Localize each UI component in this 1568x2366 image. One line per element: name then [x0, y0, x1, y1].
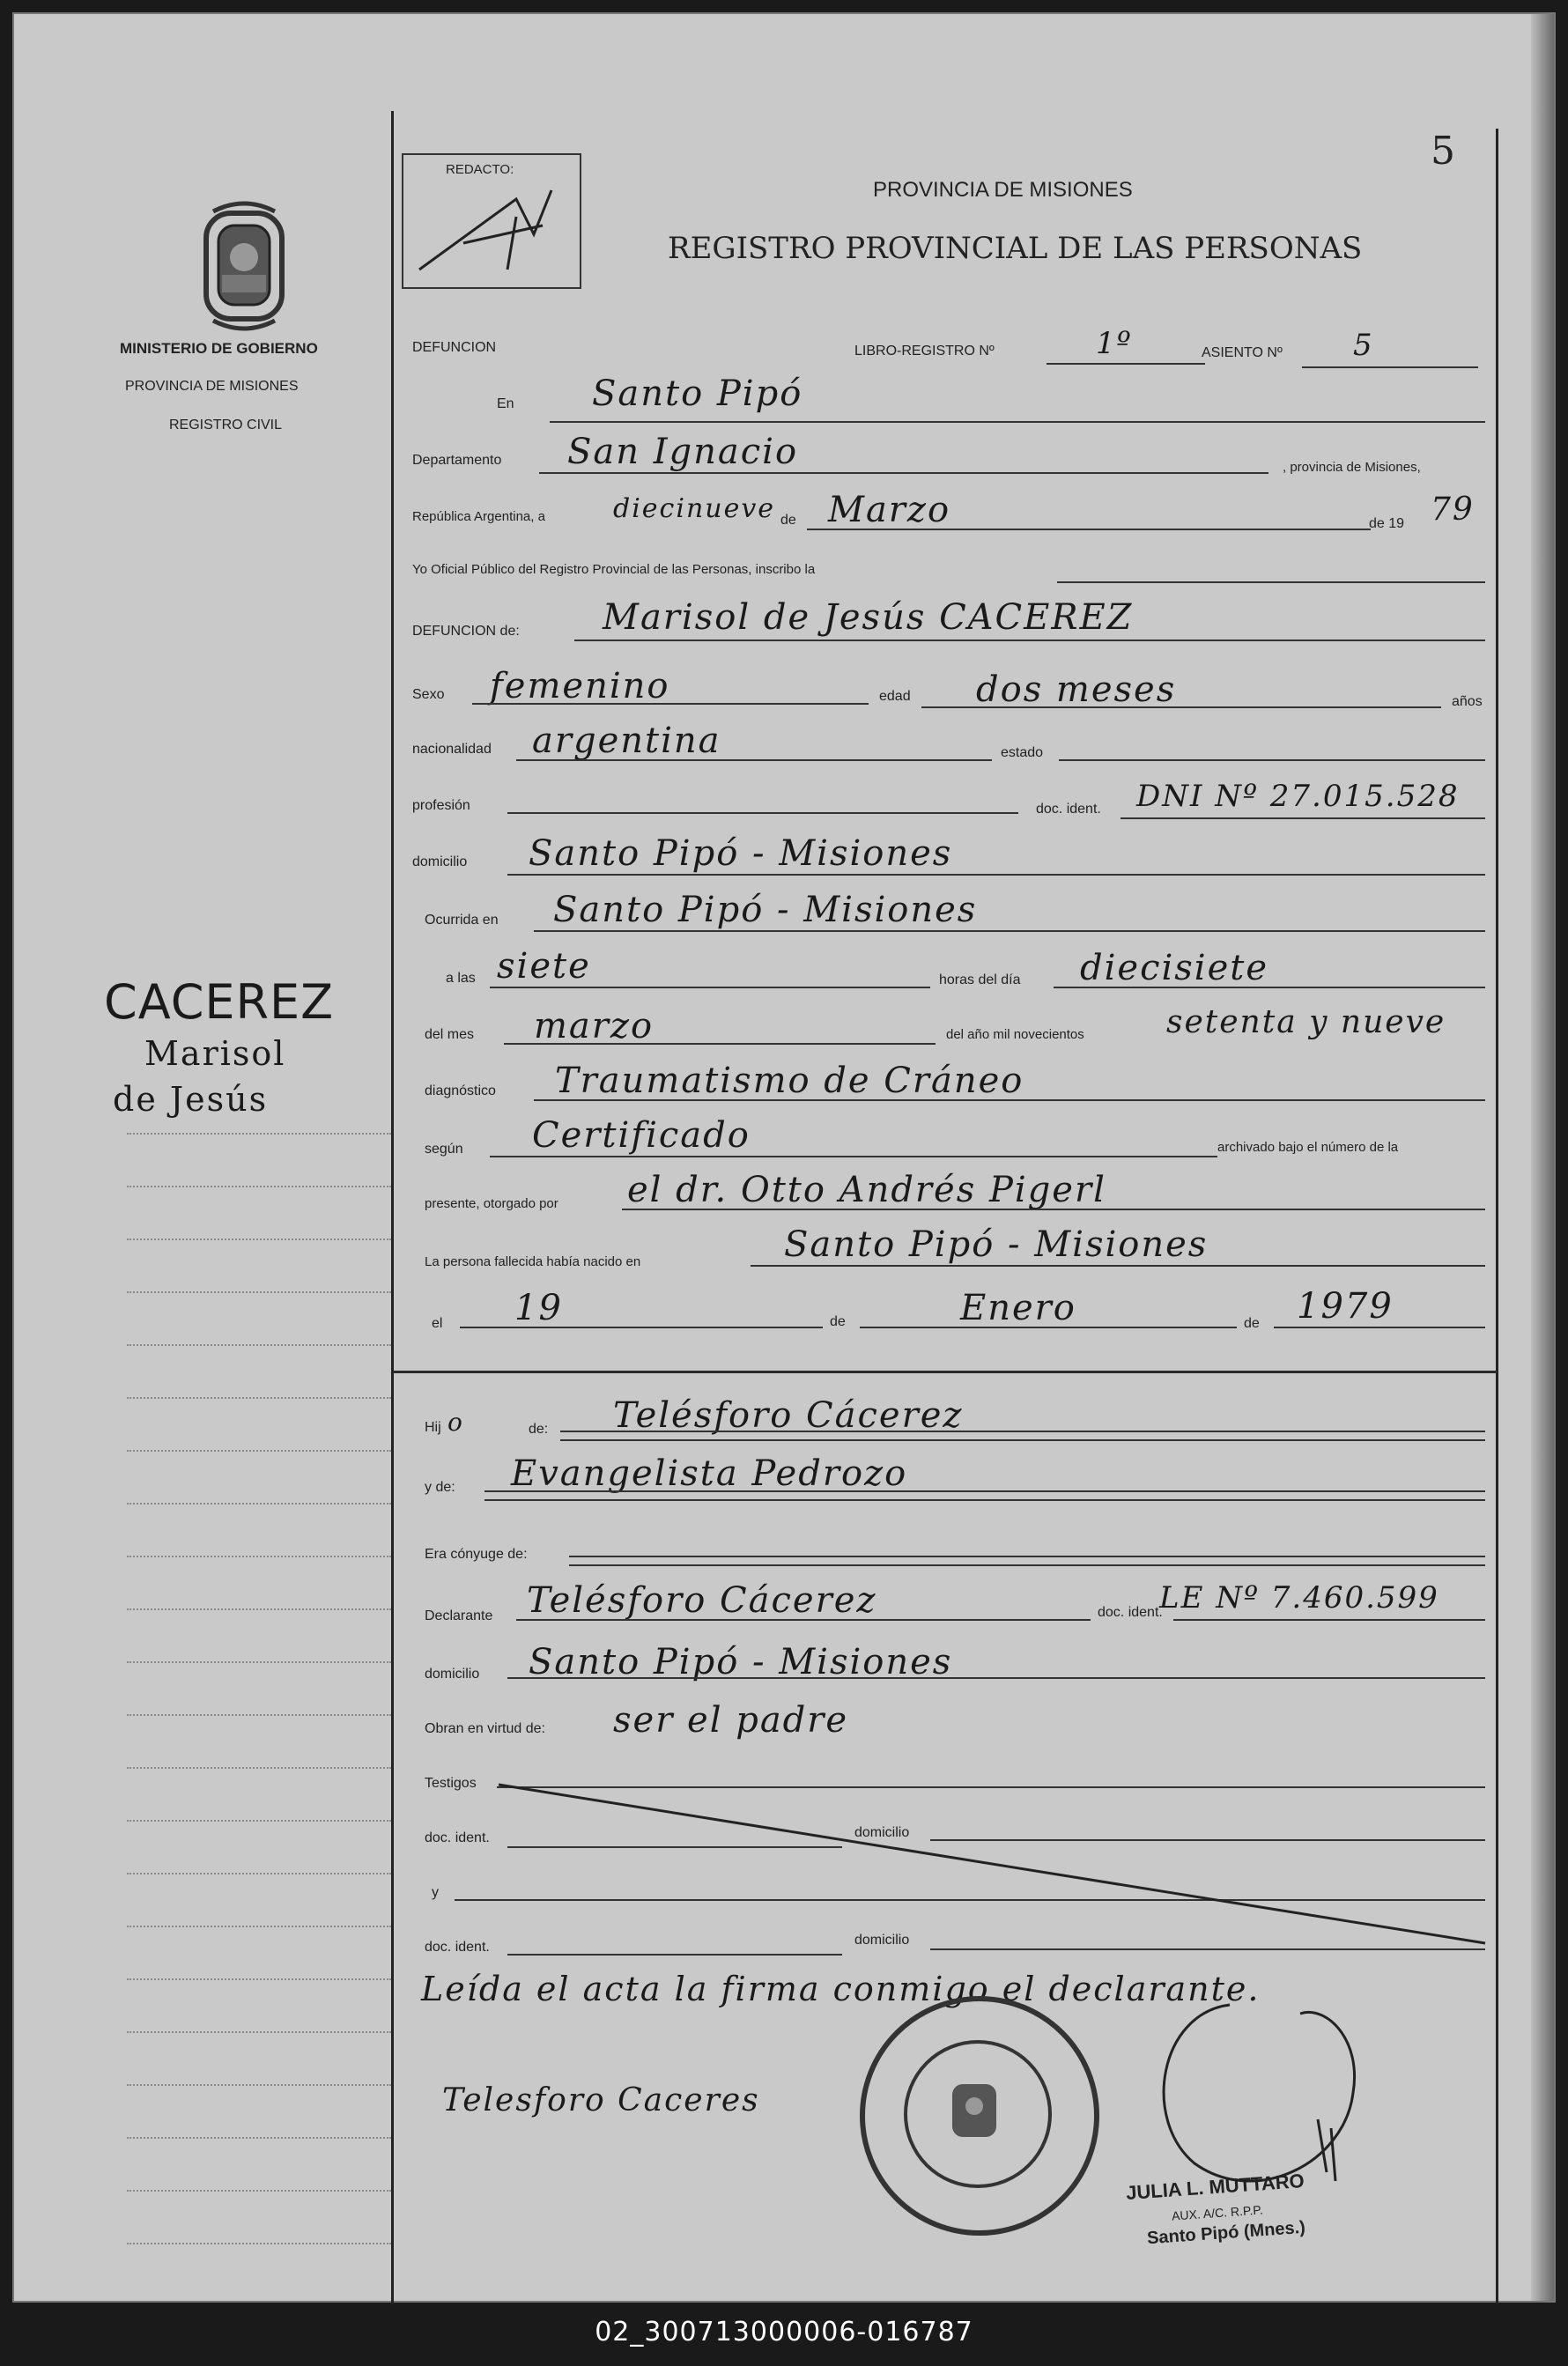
hora-value: siete [497, 946, 591, 987]
stamp-name: JULIA L. MUTTARO [1125, 2169, 1305, 2205]
anio-value: 79 [1431, 492, 1475, 528]
el-label: el [432, 1316, 443, 1331]
asiento-value: 5 [1353, 328, 1374, 363]
nac-anio: 1979 [1297, 1286, 1394, 1327]
defuncion-label: DEFUNCION [412, 340, 497, 355]
margin-surname: CACEREZ [104, 974, 335, 1030]
libro-label: LIBRO-REGISTRO Nº [854, 344, 995, 359]
hijo-suffix: o [447, 1408, 464, 1437]
delanio-value: setenta y nueve [1166, 1004, 1446, 1040]
ocurrida-value: Santo Pipó - Misiones [553, 890, 978, 930]
stamp-line2: AUX. A/C. R.P.P. [1171, 2202, 1264, 2223]
depto-value: San Ignacio [567, 432, 799, 472]
ministry-civil: REGISTRO CIVIL [169, 418, 283, 433]
segun-value: Certificado [532, 1115, 751, 1156]
delmes-label: del mes [425, 1027, 475, 1042]
archivado-label: archivado bajo el número de la [1217, 1140, 1399, 1155]
estado-label: estado [1001, 745, 1044, 760]
declarante-value: Telésforo Cácerez [527, 1580, 877, 1621]
domicilio-value: Santo Pipó - Misiones [529, 833, 953, 874]
t2-dom-label: domicilio [854, 1933, 910, 1948]
margin-name2: de Jesús [113, 1080, 269, 1119]
coat-of-arms-icon [187, 196, 301, 336]
profesion-label: profesión [412, 798, 470, 813]
form-left-border [391, 111, 394, 2304]
conyuge-label: Era cónyuge de: [425, 1547, 528, 1562]
header-title: REGISTRO PROVINCIAL DE LAS PERSONAS [668, 231, 1363, 266]
nacionalidad-value: argentina [532, 721, 721, 761]
stamp-place: Santo Pipó (Mnes.) [1146, 2217, 1306, 2249]
de19-label: de 19 [1369, 516, 1405, 531]
yde-label: y de: [425, 1480, 455, 1495]
republica-label: República Argentina, a [412, 509, 545, 524]
decl-doc-label: doc. ident. [1098, 1605, 1163, 1620]
mes-value: Marzo [828, 490, 951, 530]
section-divider [393, 1371, 1498, 1373]
edad-label: edad [879, 689, 911, 704]
nac-de1: de [830, 1314, 846, 1329]
margin-name1: Marisol [144, 1034, 286, 1073]
diagnostico-label: diagnóstico [425, 1083, 496, 1098]
docident-value: DNI Nº 27.015.528 [1136, 779, 1460, 814]
dia-muerte-value: diecisiete [1080, 948, 1269, 988]
domicilio-label: domicilio [412, 854, 468, 869]
defuncion-de-label: DEFUNCION de: [412, 624, 520, 639]
libro-value: 1º [1096, 326, 1133, 361]
hijo-de-label: de: [529, 1422, 549, 1437]
yo-oficial-text: Yo Oficial Público del Registro Provincial de las Personas, inscribo la [412, 562, 816, 577]
decl-doc-value: LE Nº 7.460.599 [1159, 1580, 1439, 1616]
nacionalidad-label: nacionalidad [412, 742, 492, 757]
declarante-label: Declarante [425, 1608, 493, 1623]
nac-dia: 19 [514, 1288, 563, 1328]
nacido-label: La persona fallecida había nacido en [425, 1254, 641, 1269]
docident-label: doc. ident. [1036, 802, 1101, 817]
presente-label: presente, otorgado por [425, 1196, 558, 1211]
header-province: PROVINCIA DE MISIONES [873, 178, 1133, 202]
t1-doc-label: doc. ident. [425, 1830, 490, 1845]
alas-label: a las [446, 971, 476, 986]
y-label: y [432, 1885, 439, 1900]
page-edge-shadow [1531, 14, 1554, 2301]
redacto-label: REDACTO: [446, 162, 514, 177]
testigos-label: Testigos [425, 1776, 477, 1791]
nombre-value: Marisol de Jesús CACEREZ [603, 597, 1134, 638]
sexo-value: femenino [490, 666, 670, 706]
delanio-label: del año mil novecientos [946, 1027, 1084, 1042]
horas-label: horas del día [939, 972, 1021, 987]
ministry-province: PROVINCIA DE MISIONES [125, 379, 299, 394]
en-value: Santo Pipó [592, 373, 803, 414]
anos-label: años [1452, 694, 1483, 709]
segun-label: según [425, 1142, 463, 1157]
presente-value: el dr. Otto Andrés Pigerl [627, 1170, 1106, 1210]
hijo-label: Hij [425, 1420, 441, 1435]
ocurrida-label: Ocurrida en [425, 913, 499, 928]
nac-mes: Enero [960, 1288, 1076, 1328]
seal-emblem-icon [930, 2067, 1018, 2155]
depto-label: Departamento [412, 453, 502, 468]
t2-doc-label: doc. ident. [425, 1940, 490, 1955]
t1-dom-label: domicilio [854, 1825, 910, 1840]
asiento-label: ASIENTO Nº [1202, 345, 1283, 360]
en-label: En [497, 396, 514, 411]
decl-dom-label: domicilio [425, 1667, 480, 1682]
edad-value: dos meses [976, 669, 1177, 710]
madre-value: Evangelista Pedrozo [511, 1453, 908, 1494]
redacto-scribble [410, 181, 569, 278]
form-right-border [1496, 129, 1498, 2304]
page-number: 5 [1431, 129, 1455, 174]
ministry-title: MINISTERIO DE GOBIERNO [120, 340, 318, 357]
obran-value: ser el padre [613, 1700, 849, 1741]
padre-value: Telésforo Cácerez [613, 1395, 964, 1436]
leida-text: Leída el acta la firma conmigo el declarante. [421, 1970, 1261, 2008]
nacido-value: Santo Pipó - Misiones [784, 1224, 1209, 1265]
provincia-label: , provincia de Misiones, [1283, 460, 1421, 475]
decl-dom-value: Santo Pipó - Misiones [529, 1642, 953, 1682]
nac-de2: de [1244, 1316, 1260, 1331]
de-label: de [780, 513, 796, 528]
diagnostico-value: Traumatismo de Cráneo [555, 1061, 1024, 1101]
delmes-value: marzo [534, 1006, 655, 1046]
document-page [12, 12, 1556, 2303]
dia-value: diecinueve [613, 493, 776, 524]
sexo-label: Sexo [412, 687, 445, 702]
footer-image-id: 02_300713000006-016787 [595, 2317, 973, 2348]
obran-label: Obran en virtud de: [425, 1721, 545, 1736]
testigos-strikeout [490, 1776, 1494, 1952]
declarante-signature: Telesforo Caceres [442, 2082, 760, 2118]
